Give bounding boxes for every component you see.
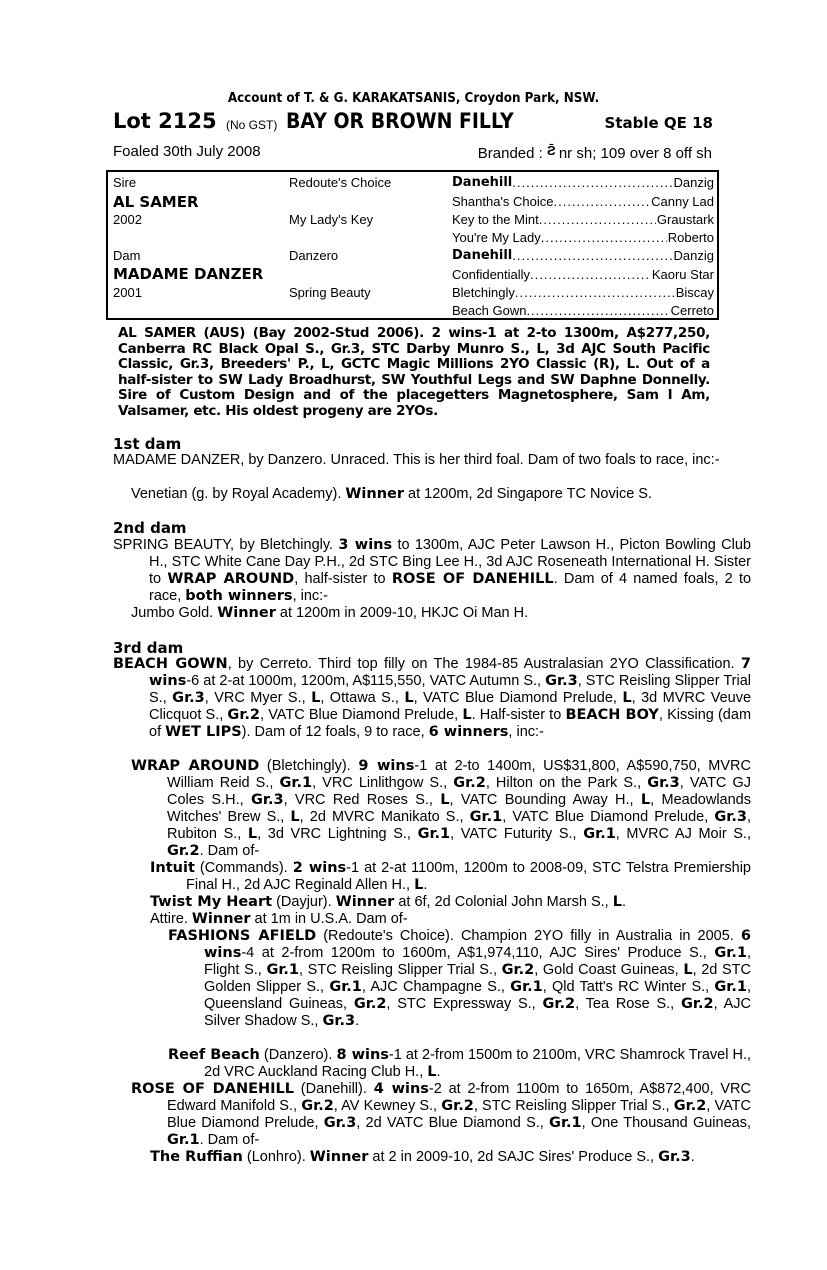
branded-label: Branded : bbox=[477, 145, 543, 162]
lot-number: Lot 2125 bbox=[113, 109, 217, 133]
sire-summary: AL SAMER (AUS) (Bay 2002-Stud 2006). 2 wins-1 at 2-to 1300m, A$277,250, Canberra RC Black Opal S., Gr.3, STC Darby Munro S., L, 3d AJC South Pacific Classic, Gr.3, Breeders' P., L, GCTC Magic Millions 2YO Classic (R), L. Out of a half-sister to SW Lady Broadhurst, SW Youthful Legs and SW Daphne Donnelly. Sire of Custom Design and of the placegetters Magnetosphere, Sam I Am, Valsamer, etc. His oldest progeny are 2YOs. bbox=[118, 325, 710, 419]
pedigree-line: Danehill ..... Danzig bbox=[452, 175, 714, 190]
second-dam-heading: 2nd dam bbox=[113, 519, 187, 537]
sire-year: 2002 bbox=[113, 212, 142, 227]
second-dam-text: SPRING BEAUTY, by Bletchingly. 3 wins to 1300m, AJC Peter Lawson H., Picton Bowling Club H., STC White Cane Day P.H., 2d STC Bing Lee H., 3d AJC Roseneath International H. Sister to WRAP AROUND, half-sister to ROSE OF DANEHILL. Dam of 4 named foals, 2 to race, both winners, inc:- bbox=[113, 537, 752, 604]
second-dam-progeny: Jumbo Gold. Winner at 1200m in 2009-10, HKJC Oi Man H. bbox=[131, 605, 529, 621]
fashions-afield-entry: FASHIONS AFIELD (Redoute's Choice). Champion 2YO filly in Australia in 2005. 6 wins-4 at 2-from 1200m to 1600m, A$1,974,110, AJC Sires' Produce S., Gr.1, Flight S., Gr.1, STC Reisling Slipper Trial S., Gr.2, Gold Coast Guineas, L, 2d STC Golden Slipper S., Gr.1, AJC Champagne S., Gr.1, Qld Tatt's RC Winter S., Gr.1, Queensland Guineas, Gr.2, STC Expressway S., Gr.2, Tea Rose S., Gr.2, AJC Silver Shadow S., Gr.3. bbox=[168, 928, 752, 1029]
pedigree-line: Beach Gown ..... Cerreto bbox=[452, 303, 714, 318]
the-ruffian-entry: The Ruffian (Lonhro). Winner at 2 in 2009-10, 2d SAJC Sires' Produce S., Gr.3. bbox=[150, 1149, 695, 1165]
dam-dam: Spring Beauty bbox=[289, 285, 371, 300]
intuit-entry: Intuit (Commands). 2 wins-1 at 2-at 1100m, 1200m to 2008-09, STC Telstra Premiership Final H., 2d AJC Reginald Allen H., L. bbox=[150, 860, 751, 893]
pedigree-line: Bletchingly ..... Biscay bbox=[452, 285, 714, 300]
sire-label: Sire bbox=[113, 175, 137, 190]
pedigree-line: Danehill ..... Danzig bbox=[452, 248, 714, 263]
dam-year: 2001 bbox=[113, 285, 142, 300]
brand-mark-icon: Ƨ̄ bbox=[547, 143, 555, 158]
first-dam-text: MADAME DANZER, by Danzero. Unraced. This is her third foal. Dam of two foals to race, inc:- bbox=[113, 452, 720, 468]
rose-of-danehill-entry: ROSE OF DANEHILL (Danehill). 4 wins-2 at 2-from 1100m to 1650m, A$872,400, VRC Edward Manifold S., Gr.2, AV Kewney S., Gr.2, STC Reisling Slipper Trial S., Gr.2, VATC Blue Diamond Prelude, Gr.3, 2d VATC Blue Diamond S., Gr.1, One Thousand Guineas, Gr.1. Dam of- bbox=[131, 1081, 752, 1148]
stable-location: Stable QE 18 bbox=[604, 114, 713, 132]
dam-label: Dam bbox=[113, 248, 141, 263]
vendor-account: Account of T. & G. KARAKATSANIS, Croydon Park, NSW. bbox=[227, 91, 600, 106]
gst-note: (No GST) bbox=[226, 118, 278, 132]
pedigree-line: Shantha's Choice ..... Canny Lad bbox=[452, 194, 714, 209]
sire-sire: Redoute's Choice bbox=[289, 175, 392, 190]
pedigree-line: Confidentially ..... Kaoru Star bbox=[452, 267, 714, 282]
reef-beach-entry: Reef Beach (Danzero). 8 wins-1 at 2-from 1500m to 2100m, VRC Shamrock Travel H., 2d VRC Auckland Racing Club H., L. bbox=[168, 1047, 751, 1080]
first-dam-progeny: Venetian (g. by Royal Academy). Winner at 1200m, 2d Singapore TC Novice S. bbox=[131, 486, 652, 502]
pedigree-table bbox=[106, 170, 719, 320]
dam-name: MADAME DANZER bbox=[113, 265, 264, 283]
sire-name: AL SAMER bbox=[113, 193, 199, 211]
horse-description: BAY OR BROWN FILLY bbox=[286, 109, 514, 133]
attire-entry: Attire. Winner at 1m in U.S.A. Dam of- bbox=[150, 911, 408, 927]
twist-my-heart-entry: Twist My Heart (Dayjur). Winner at 6f, 2d Colonial John Marsh S., L. bbox=[150, 894, 627, 910]
branded-details: nr sh; 109 over 8 off sh bbox=[558, 145, 712, 162]
brand-info bbox=[478, 143, 712, 162]
wrap-around-entry: WRAP AROUND (Bletchingly). 9 wins-1 at 2-to 1400m, US$31,800, A$590,750, MVRC William Reid S., Gr.1, VRC Linlithgow S., Gr.2, Hilton on the Park S., Gr.3, VATC GJ Coles S.H., Gr.3, VRC Red Roses S., L, VATC Bounding Away H., L, Meadowlands Witches' Brew S., L, 2d MVRC Manikato S., Gr.1, VATC Blue Diamond Prelude, Gr.3, Rubiton S., L, 3d VRC Lightning S., Gr.1, VATC Futurity S., Gr.1, MVRC AJ Moir S., Gr.2. Dam of- bbox=[131, 758, 752, 859]
dam-sire: Danzero bbox=[289, 248, 339, 263]
pedigree-line: Key to the Mint ..... Graustark bbox=[452, 212, 714, 227]
pedigree-line: You're My Lady ..... Roberto bbox=[452, 230, 714, 245]
lot-header bbox=[113, 109, 713, 135]
third-dam-text: BEACH GOWN, by Cerreto. Third top filly on The 1984-85 Australasian 2YO Classification. 7 wins-6 at 2-at 1000m, 1200m, A$115,550, VATC Autumn S., Gr.3, STC Reisling Slipper Trial S., Gr.3, VRC Myer S., L, Ottawa S., L, VATC Blue Diamond Prelude, L, 3d MVRC Veuve Clicquot S., Gr.2, VATC Blue Diamond Prelude, L. Half-sister to BEACH BOY, Kissing (dam of WET LIPS). Dam of 12 foals, 9 to race, 6 winners, inc:- bbox=[113, 656, 752, 740]
third-dam-heading: 3rd dam bbox=[113, 639, 184, 657]
foaled-date: Foaled 30th July 2008 bbox=[113, 143, 261, 160]
first-dam-heading: 1st dam bbox=[113, 435, 182, 453]
sire-dam: My Lady's Key bbox=[289, 212, 374, 227]
